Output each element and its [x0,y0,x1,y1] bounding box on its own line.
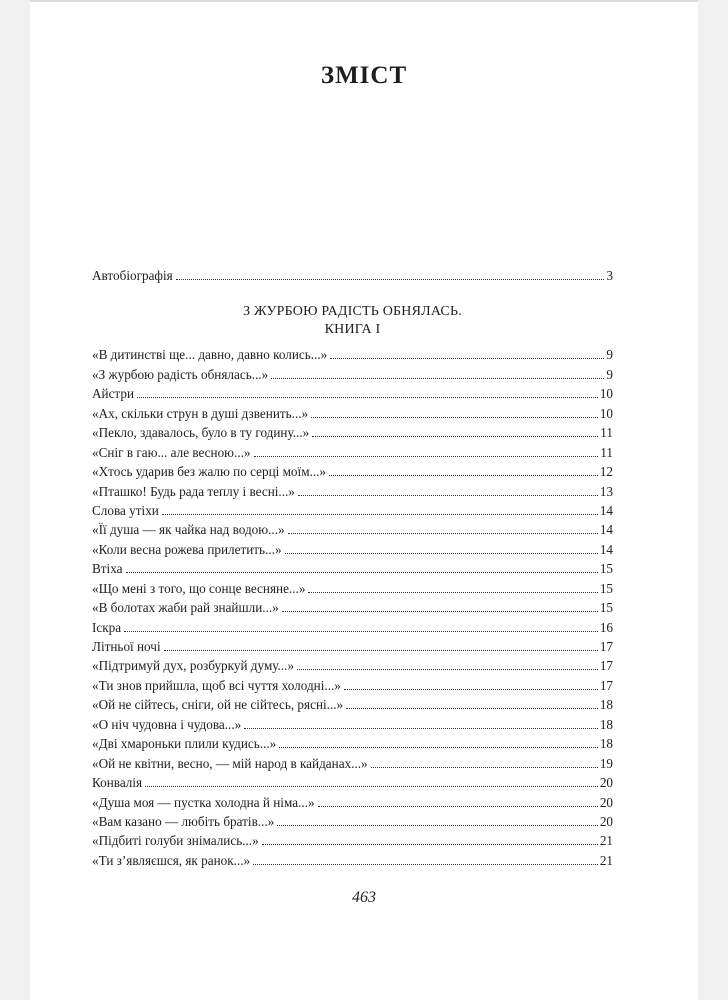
toc-entry-title: «Ой не сійтесь, сніги, ой не сійтесь, рясні...» [92,697,344,713]
toc-entry-title: «Вам казано — любіть братів...» [92,813,275,829]
dot-leader [329,475,598,476]
toc-entry-page: 20 [599,813,613,829]
toc-entry[interactable] [92,715,613,734]
toc-entry-title: Іскра [92,619,122,635]
toc-entry-title: «З журбою радість обнялась...» [92,366,269,382]
dot-leader [279,747,598,748]
dot-leader [164,650,598,651]
toc-entry-title: Айстри [92,386,135,402]
toc-entry-page: 18 [599,716,613,732]
toc-entry[interactable] [92,482,613,501]
toc-entry[interactable] [92,501,613,520]
toc-entry[interactable] [92,559,613,578]
toc-entry-page: 20 [599,794,613,810]
toc-entry-title: «Пташко! Будь рада теплу і весні...» [92,483,295,499]
dot-leader [282,611,598,612]
toc-entry-intro[interactable] [92,266,613,285]
toc-entry-title: Конвалія [92,775,143,791]
dot-leader [253,864,598,865]
toc-entry[interactable] [92,443,613,462]
toc-entry[interactable] [92,618,613,637]
toc-entry-page: 17 [599,658,613,674]
toc-entry-title: «Ой не квітни, весно, — мій народ в кайданах...» [92,755,368,771]
dot-leader [298,495,598,496]
toc-entry-page: 10 [599,405,613,421]
toc-entry[interactable] [92,423,613,442]
toc-entry[interactable] [92,345,613,364]
toc-entry-title: «Душа моя — пустка холодна й німа...» [92,794,315,810]
toc-entry[interactable] [92,676,613,695]
dot-leader [330,358,604,359]
toc-entry-title: «Коли весна рожева прилетить...» [92,541,282,557]
dot-leader [145,786,598,787]
dot-leader [137,397,598,398]
toc-entry-title: «Пекло, здавалось, було в ту годину...» [92,425,310,441]
dot-leader [297,669,598,670]
toc-entry-page: 18 [599,736,613,752]
dot-leader [371,767,598,768]
toc-entry-title: «Ах, скільки струн в душі дзвенить...» [92,405,309,421]
toc-entry-page: 12 [599,464,613,480]
toc-entry-list [92,345,613,870]
toc-entry-title: Втіха [92,561,123,577]
toc-entry-title: «Дві хмароньки плили кудись...» [92,736,277,752]
toc-entry-title: «Хтось ударив без жалю по серці моїм...» [92,464,327,480]
toc-entry-page: 9 [606,366,613,382]
dot-leader [288,533,598,534]
toc-entry-title: Слова утіхи [92,502,159,518]
dot-leader [126,572,598,573]
toc-entry-title: «Її душа — як чайка над водою...» [92,522,285,538]
toc-entry-title: «Підтримуй дух, розбуркуй думу...» [92,658,295,674]
toc-entry-page: 14 [599,502,613,518]
toc-entry-page: 13 [599,483,613,499]
toc-entry[interactable] [92,520,613,539]
toc-entry[interactable] [92,812,613,831]
toc-entry-title: «В дитинстві ще... давно, давно колись...» [92,347,328,363]
page-number: 463 [352,889,376,906]
toc-entry-title: «О ніч чудовна і чудова...» [92,716,242,732]
toc-entry[interactable] [92,656,613,675]
toc-entry-page: 3 [606,268,613,283]
dot-leader [312,436,598,437]
toc-entry-page: 15 [599,600,613,616]
section-heading [92,303,613,339]
toc-entry[interactable] [92,734,613,753]
table-of-contents [92,266,613,870]
toc-entry[interactable] [92,579,613,598]
toc-entry-title: «Що мені з того, що сонце весняне...» [92,580,306,596]
toc-entry-page: 10 [599,386,613,402]
dot-leader [311,417,598,418]
dot-leader [124,631,598,632]
toc-entry[interactable] [92,754,613,773]
toc-entry[interactable] [92,384,613,403]
toc-entry[interactable] [92,695,613,714]
dot-leader [162,514,598,515]
toc-entry-page: 19 [599,755,613,771]
toc-entry-page: 11 [600,425,613,441]
section-heading-line1: З ЖУРБОЮ РАДІСТЬ ОБНЯЛАСЬ. [243,304,462,320]
toc-entry[interactable] [92,831,613,850]
toc-entry-title: «Ти з’являєшся, як ранок...» [92,852,251,868]
toc-entry-page: 11 [600,444,613,460]
dot-leader [285,553,598,554]
toc-entry[interactable] [92,404,613,423]
toc-entry-page: 17 [599,639,613,654]
dot-leader [346,708,598,709]
dot-leader [318,806,598,807]
toc-entry[interactable] [92,462,613,481]
dot-leader [271,378,604,379]
toc-entry-page: 20 [599,775,613,791]
toc-entry-page: 18 [599,697,613,713]
toc-entry-title: Автобіографія [92,268,173,283]
page-title: ЗМІСТ [320,62,408,89]
toc-entry[interactable] [92,851,613,870]
toc-entry-page: 14 [599,541,613,557]
dot-leader [176,279,605,280]
section-heading-line2: КНИГА І [324,322,381,338]
toc-entry-page: 21 [599,852,613,868]
toc-entry-title: «В болотах жаби рай знайшли...» [92,600,279,616]
toc-entry-title: «Сніг в гаю... але весною...» [92,444,251,460]
toc-entry-title: Літньої ночі [92,639,161,654]
toc-entry-title: «Ти знов прийшла, щоб всі чуття холодні...» [92,677,341,693]
dot-leader [254,456,599,457]
toc-entry-page: 15 [599,561,613,577]
toc-entry[interactable] [92,773,613,792]
toc-entry[interactable] [92,598,613,617]
dot-leader [244,728,598,729]
toc-entry-page: 17 [599,677,613,693]
book-page [30,0,698,1000]
dot-leader [262,844,598,845]
toc-entry-title: «Підбиті голуби знімались...» [92,833,259,849]
dot-leader [308,592,597,593]
toc-entry[interactable] [92,793,613,812]
toc-entry-page: 14 [599,522,613,538]
toc-entry-page: 9 [606,347,613,363]
toc-entry[interactable] [92,540,613,559]
toc-entry[interactable] [92,365,613,384]
toc-entry-page: 21 [599,833,613,849]
toc-entry[interactable] [92,637,613,656]
toc-entry-page: 16 [599,619,613,635]
dot-leader [277,825,598,826]
toc-entry-page: 15 [599,580,613,596]
dot-leader [344,689,598,690]
